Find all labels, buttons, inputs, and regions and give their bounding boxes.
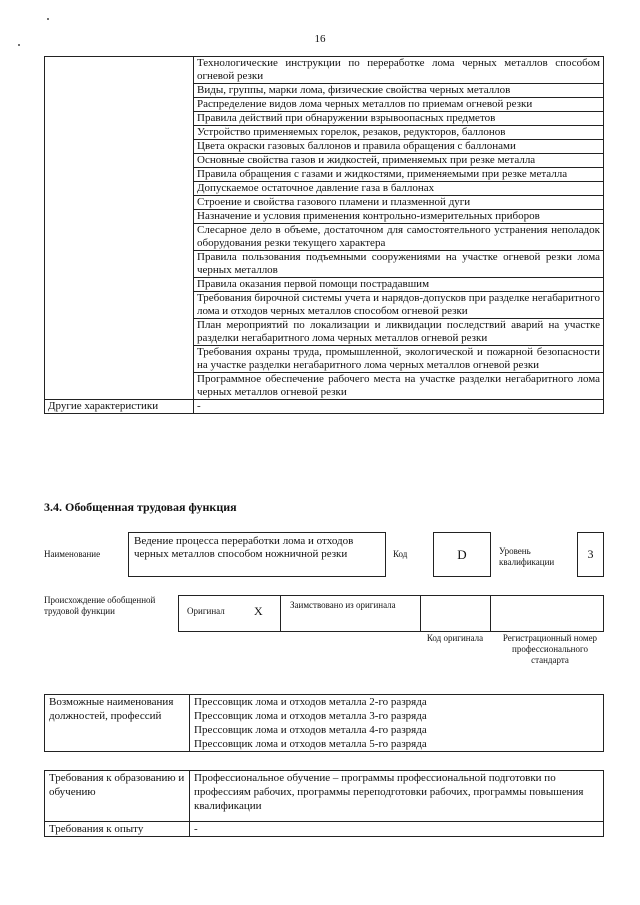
knowledge-item: План мероприятий по локализации и ликвидации последствий аварий на участке разделки негабаритного лома черных металлов огневой резки: [194, 319, 604, 346]
scan-mark: [47, 18, 49, 20]
level-box: [577, 532, 604, 577]
knowledge-label-cell: [45, 57, 194, 400]
position-item: Прессовщик лома и отходов металла 2-го разряда: [194, 696, 427, 708]
knowledge-item: Виды, группы, марки лома, физические свойства черных металлов: [194, 84, 604, 98]
experience-label: Требования к опыту: [45, 822, 190, 837]
knowledge-item: Правила оказания первой помощи пострадавшим: [194, 278, 604, 292]
knowledge-item: Основные свойства газов и жидкостей, применяемых при резке металла: [194, 154, 604, 168]
education-label: Требования к образованию и обучению: [45, 771, 190, 822]
knowledge-table: [44, 56, 604, 414]
borrowed-label: Заимствовано из оригинала: [290, 600, 396, 610]
knowledge-item: Требования бирочной системы учета и нарядов-допусков при разделке негабаритного лома и отходов черных металлов способом огневой резки: [194, 292, 604, 319]
divider: [280, 595, 281, 632]
knowledge-row: [45, 57, 604, 84]
reg-number-caption: Регистрационный номер профессионального стандарта: [502, 633, 598, 665]
knowledge-item: Распределение видов лома черных металлов по приемам огневой резки: [194, 98, 604, 112]
requirements-table: [44, 770, 604, 837]
function-name-box: [128, 532, 386, 577]
knowledge-item: Строение и свойства газового пламени и плазменной дуги: [194, 196, 604, 210]
positions-values: [190, 695, 604, 752]
name-label: Наименование: [44, 549, 101, 559]
position-item: Прессовщик лома и отходов металла 3-го разряда: [194, 710, 427, 722]
knowledge-item: Цвета окраски газовых баллонов и правила обращения с баллонами: [194, 140, 604, 154]
knowledge-item: Правила действий при обнаружении взрывоопасных предметов: [194, 112, 604, 126]
knowledge-item: Устройство применяемых горелок, резаков, редукторов, баллонов: [194, 126, 604, 140]
position-item: Прессовщик лома и отходов металла 5-го разряда: [194, 738, 427, 750]
code-label: Код: [393, 549, 408, 559]
knowledge-item: Назначение и условия применения контрольно-измерительных приборов: [194, 210, 604, 224]
original-mark: X: [254, 604, 263, 618]
code-value: D: [457, 547, 467, 562]
experience-value: -: [190, 822, 604, 837]
knowledge-item: Слесарное дело в объеме, достаточном для самостоятельного устранения неполадок оборудования резки текущего характера: [194, 224, 604, 251]
position-item: Прессовщик лома и отходов металла 4-го разряда: [194, 724, 427, 736]
origin-code-caption: Код оригинала: [426, 633, 484, 643]
knowledge-table-body: [45, 57, 604, 414]
positions-table: [44, 694, 604, 752]
other-characteristics-row: [45, 400, 604, 414]
original-label: Оригинал: [187, 606, 225, 616]
section-title: 3.4. Обобщенная трудовая функция: [44, 500, 237, 514]
knowledge-item: Требования охраны труда, промышленной, экологической и пожарной безопасности на участке разделки негабаритного лома черных металлов огневой резки: [194, 346, 604, 373]
knowledge-item: Правила обращения с газами и жидкостями, применяемыми при резке металла: [194, 168, 604, 182]
knowledge-item: Правила пользования подъемными сооружениями на участке огневой резки лома черных металлов: [194, 251, 604, 278]
knowledge-item: Допускаемое остаточное давление газа в баллонах: [194, 182, 604, 196]
other-characteristics-label: Другие характеристики: [45, 400, 194, 414]
function-name-value: Ведение процесса переработки лома и отходов черных металлов способом ножничной резки: [134, 535, 354, 560]
page-number: 16: [314, 33, 326, 45]
level-label: Уровень квалификации: [499, 546, 555, 567]
knowledge-item: Программное обеспечение рабочего места на участке разделки негабаритного лома черных металлов огневой резки: [194, 373, 604, 400]
education-value: Профессиональное обучение – программы профессиональной подготовки по профессиям рабочих, программы переподготовки рабочих, программы повышения квалификации: [190, 771, 604, 822]
origin-label: Происхождение обобщенной трудовой функции: [44, 595, 156, 616]
scan-mark: [18, 44, 20, 46]
level-value: 3: [587, 547, 594, 561]
positions-label: Возможные наименования должностей, профессий: [45, 695, 190, 752]
knowledge-item: Технологические инструкции по переработке лома черных металлов способом огневой резки: [194, 57, 604, 84]
code-box: [433, 532, 491, 577]
divider: [420, 595, 421, 632]
divider: [490, 595, 491, 632]
other-characteristics-value: -: [194, 400, 604, 414]
